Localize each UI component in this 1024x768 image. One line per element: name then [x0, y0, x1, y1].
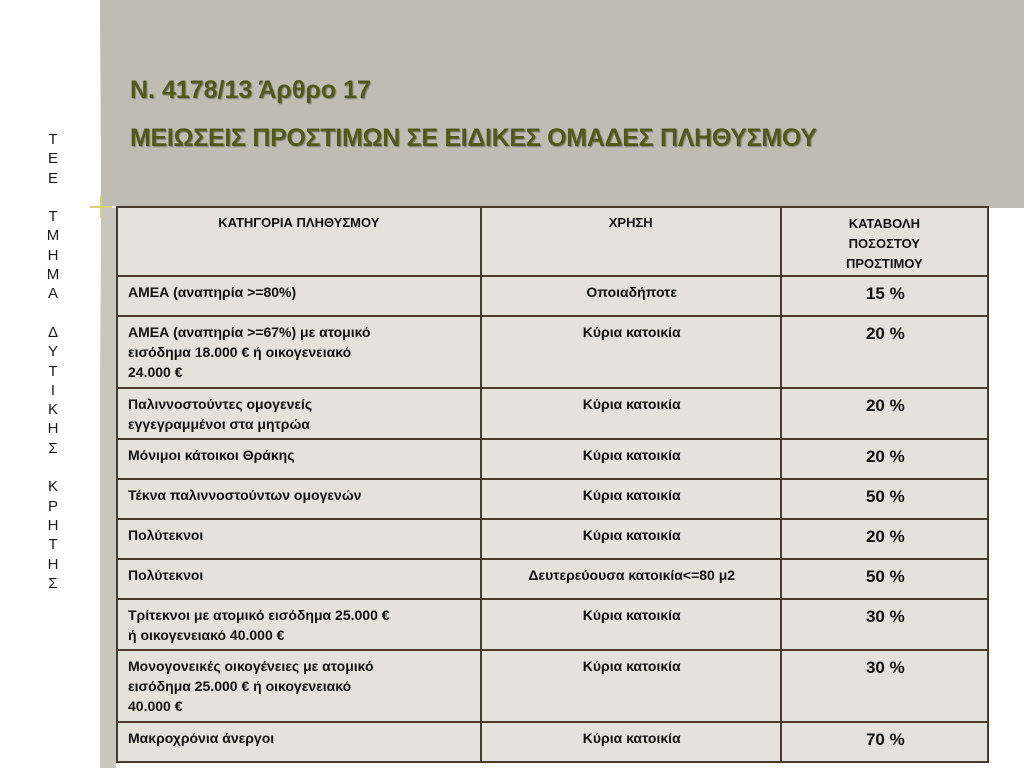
- cell-category: [117, 388, 481, 439]
- table-row: [117, 439, 988, 479]
- cell-usage: Κύρια κατοικία: [481, 316, 781, 388]
- side-letter: Τ: [48, 131, 58, 148]
- cell-usage: Κύρια κατοικία: [481, 439, 781, 479]
- cell-usage: Δευτερεύουσα κατοικία<=80 μ2: [481, 559, 781, 599]
- side-letter: Τ: [48, 536, 58, 554]
- header-payment-line: ΠΡΟΣΤΙΜΟΥ: [845, 256, 923, 271]
- cell-usage: Κύρια κατοικία: [481, 722, 781, 762]
- table-row: [117, 276, 988, 316]
- cell-percent: 20 %: [781, 316, 988, 388]
- cell-usage: Κύρια κατοικία: [481, 599, 781, 650]
- side-letter: Μ: [46, 266, 60, 284]
- table-row: [117, 519, 988, 559]
- table-row: [117, 388, 988, 439]
- cell-category-line: εισόδημα 25.000 € ή οικογενειακό: [128, 678, 352, 694]
- cell-category: Μόνιμοι κάτοικοι Θράκης: [117, 439, 481, 479]
- page-title: Ν. 4178/13 Άρθρο 17: [130, 76, 371, 104]
- table-row: [117, 722, 988, 762]
- cell-category-line: Παλιννοστούντες ομογενείς: [128, 396, 313, 412]
- cell-category-line: 40.000 €: [128, 698, 183, 714]
- table-header-row: [117, 207, 988, 276]
- cell-percent: 15 %: [781, 276, 988, 316]
- page-subtitle: ΜΕΙΩΣΕΙΣ ΠΡΟΣΤΙΜΩΝ ΣΕ ΕΙΔΙΚΕΣ ΟΜΑΔΕΣ ΠΛΗΘΥΣΜΟΥ: [130, 124, 817, 152]
- cell-usage: Κύρια κατοικία: [481, 388, 781, 439]
- side-letter: Δ: [47, 323, 59, 341]
- cell-category-line: ΑΜΕΑ (αναπηρία >=67%) με ατομικό: [128, 324, 371, 340]
- header-payment: [781, 207, 988, 276]
- side-letter: Τ: [48, 208, 58, 226]
- cell-percent: 50 %: [781, 479, 988, 519]
- table-row: [117, 559, 988, 599]
- side-letter: Κ: [47, 478, 58, 496]
- cell-category: Πολύτεκνοι: [117, 559, 481, 599]
- cell-category: Μακροχρόνια άνεργοι: [117, 722, 481, 762]
- side-letter: Ρ: [47, 497, 58, 515]
- side-letter: Ε: [47, 169, 58, 187]
- cell-usage: Κύρια κατοικία: [481, 519, 781, 559]
- cell-category: Πολύτεκνοι: [117, 519, 481, 559]
- sparkle-icon: [90, 196, 112, 218]
- side-letter: Σ: [48, 574, 58, 592]
- cell-category-line: 24.000 €: [128, 364, 183, 380]
- cell-category-line: Τρίτεκνοι με ατομικό εισόδημα 25.000 €: [128, 607, 390, 623]
- side-letter: Ε: [47, 150, 58, 168]
- cell-category: ΑΜΕΑ (αναπηρία >=80%): [117, 276, 481, 316]
- table-row: [117, 650, 988, 722]
- cell-category-line: ή οικογενειακό 40.000 €: [128, 627, 285, 643]
- cell-percent: 70 %: [781, 722, 988, 762]
- cell-category-line: εισόδημα 18.000 € ή οικογενειακό: [128, 344, 352, 360]
- cell-percent: 20 %: [781, 439, 988, 479]
- side-letter: Η: [47, 246, 59, 264]
- side-letter: Η: [47, 555, 59, 573]
- table-row: [117, 479, 988, 519]
- cell-category-line: εγγεγραμμένοι στα μητρώα: [128, 416, 310, 432]
- cell-category: Τέκνα παλιννοστούντων ομογενών: [117, 479, 481, 519]
- cell-category: [117, 599, 481, 650]
- header-payment-line: ΚΑΤΑΒΟΛΗ: [848, 216, 920, 231]
- cell-category-line: Μονογονεικές οικογένειες με ατομικό: [128, 658, 374, 674]
- table-row: [117, 599, 988, 650]
- side-letter: Υ: [47, 343, 58, 361]
- side-letter: Η: [47, 420, 59, 438]
- cell-usage: Οποιαδήποτε: [481, 276, 781, 316]
- cell-usage: Κύρια κατοικία: [481, 479, 781, 519]
- cell-usage: Κύρια κατοικία: [481, 650, 781, 722]
- cell-category: [117, 316, 481, 388]
- side-letter: Μ: [46, 227, 60, 245]
- side-letter: Κ: [47, 401, 58, 419]
- side-letter: Σ: [48, 439, 58, 457]
- side-letter: Η: [47, 516, 59, 534]
- side-letter: Α: [47, 285, 58, 303]
- cell-category: [117, 650, 481, 722]
- cell-percent: 20 %: [781, 388, 988, 439]
- side-letter: Ι: [50, 381, 56, 399]
- cell-percent: 30 %: [781, 650, 988, 722]
- fines-reduction-table: [116, 206, 989, 763]
- table-row: [117, 316, 988, 388]
- cell-percent: 50 %: [781, 559, 988, 599]
- table-frame-strip: [100, 208, 116, 768]
- header-usage: ΧΡΗΣΗ: [481, 207, 781, 276]
- side-vertical-label: [40, 130, 66, 593]
- cell-percent: 30 %: [781, 599, 988, 650]
- header-payment-line: ΠΟΣΟΣΤΟΥ: [848, 236, 921, 251]
- side-letter: Τ: [48, 362, 58, 380]
- header-category: ΚΑΤΗΓΟΡΙΑ ΠΛΗΘΥΣΜΟΥ: [117, 207, 481, 276]
- cell-percent: 20 %: [781, 519, 988, 559]
